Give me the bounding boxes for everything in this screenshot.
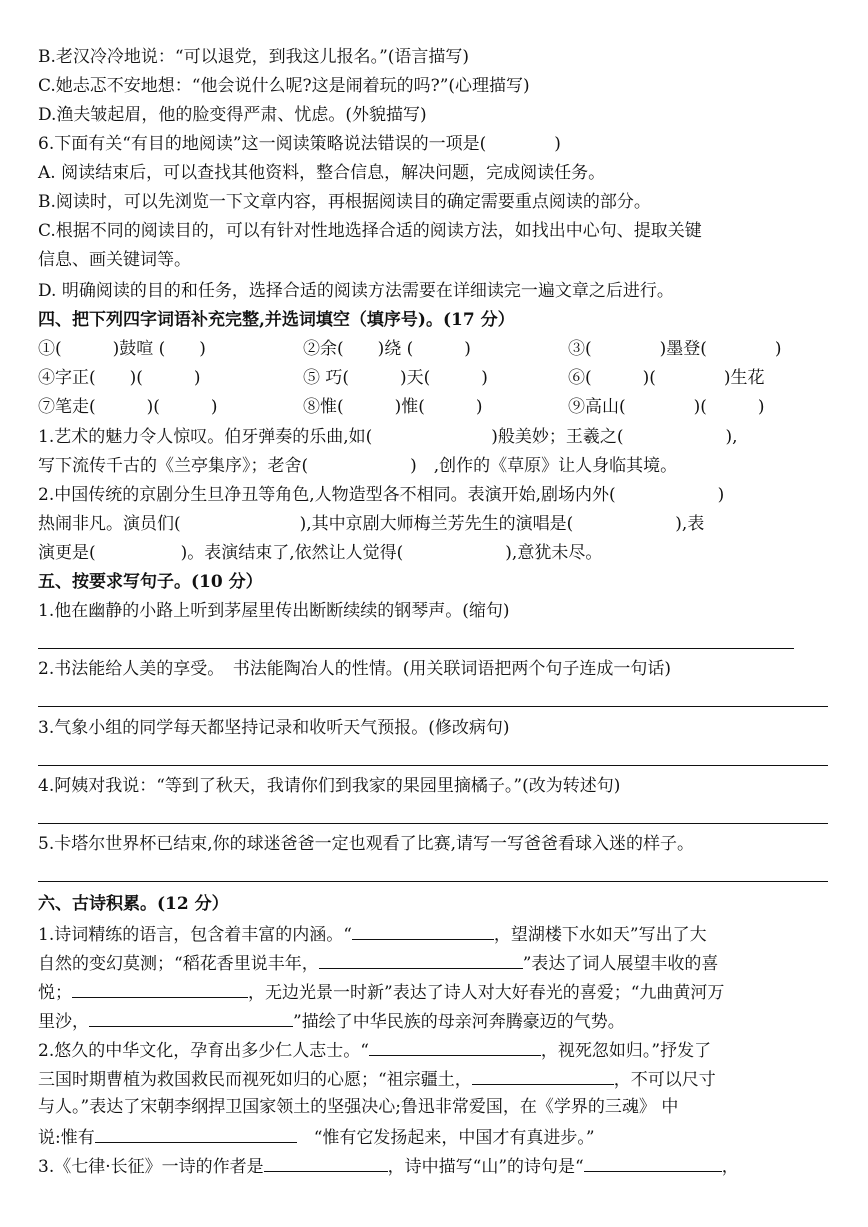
poem-q2-text: ，不可以尺寸 [613, 1070, 716, 1090]
fill-q1-line2: 写下流传千古的《兰亭集序》；老舍( ) ,创作的《草原》让人身临其境。 [38, 456, 678, 476]
question-6-option-b: B.阅读时，可以先浏览一下文章内容，再根据阅读目的确定需要重点阅读的部分。 [38, 192, 651, 212]
poem-q1-text: 1.诗词精练的语言，包含着丰富的内涵。“ [38, 925, 352, 945]
idiom-row-2 [38, 366, 838, 390]
poem-blank-7[interactable] [95, 1124, 297, 1143]
idiom-6: ⑥( )( )生花 [568, 368, 765, 388]
poem-blank-9[interactable] [584, 1153, 722, 1172]
poem-q1-text: 悦； [38, 983, 72, 1003]
sentence-task-5: 5.卡塔尔世界杯已结束,你的球迷爸爸一定也观看了比赛,请写一写爸爸看球入迷的样子。 [38, 834, 695, 854]
option-b: B.老汉冷冷地说：“可以退党，到我这儿报名。”(语言描写) [38, 47, 470, 67]
sentence-task-1: 1.他在幽静的小路上听到茅屋里传出断断续续的钢琴声。(缩句) [38, 601, 510, 621]
poem-q3-line1 [38, 1153, 832, 1177]
poem-q1-line1 [38, 921, 832, 945]
poem-q1-line3 [38, 979, 832, 1003]
idiom-row-1 [38, 337, 838, 361]
idiom-8: ⑧惟( )惟( ) [303, 397, 483, 417]
poem-q2-line1 [38, 1037, 832, 1061]
poem-q1-text: ，望湖楼下水如天”写出了大 [493, 925, 707, 945]
idiom-3: ③( )墨登( ) [568, 339, 782, 359]
fill-q1-line1: 1.艺术的魅力令人惊叹。伯牙弹奏的乐曲,如( )般美妙；王羲之( ), [38, 427, 738, 447]
idiom-row-3 [38, 395, 838, 419]
poem-q2-text: 三国时期曹植为救国救民而视死如归的心愿；“祖宗疆土， [38, 1070, 472, 1090]
poem-q2-line4 [38, 1124, 832, 1148]
poem-blank-2[interactable] [319, 950, 523, 969]
question-6-option-d: D. 明确阅读的目的和任务，选择合适的阅读方法需要在详细读完一遍文章之后进行。 [38, 281, 674, 301]
poem-q2-text: “惟有它发扬起来，中国才有真进步。” [296, 1128, 595, 1148]
poem-blank-3[interactable] [72, 979, 248, 998]
poem-q1-text: ”描绘了中华民族的母亲河奔腾豪迈的气势。 [293, 1012, 625, 1032]
fill-q2-line2: 热闹非凡。演员们( ),其中京剧大师梅兰芳先生的演唱是( ),表 [38, 514, 705, 534]
section-six-heading: 六、古诗积累。(12 分） [38, 894, 229, 914]
poem-q3-text: ， [721, 1157, 739, 1177]
answer-line-4[interactable] [38, 823, 828, 824]
poem-blank-1[interactable] [352, 921, 494, 940]
sentence-task-2: 2.书法能给人美的享受。 书法能陶冶人的性情。(用关联词语把两个句子连成一句话) [38, 659, 671, 679]
poem-q2-line2 [38, 1066, 832, 1090]
idiom-2: ②余( )绕 ( ) [303, 339, 471, 359]
answer-line-1[interactable] [38, 648, 794, 649]
sentence-task-4: 4.阿姨对我说：“等到了秋天，我请你们到我家的果园里摘橘子。”(改为转述句) [38, 776, 621, 796]
poem-q2-line3: 与人。”表达了宋朝李纲捍卫国家领土的坚强决心;鲁迅非常爱国，在《学界的三魂》 中 [38, 1097, 679, 1117]
poem-q1-line4 [38, 1008, 832, 1032]
poem-q1-text: ”表达了词人展望丰收的喜 [522, 954, 719, 974]
fill-q2-line1: 2.中国传统的京剧分生旦净丑等角色,人物造型各不相同。表演开始,剧场内外( ) [38, 485, 725, 505]
question-6-option-c-line2: 信息、画关键词等。 [38, 250, 191, 270]
idiom-9: ⑨高山( )( ) [568, 397, 765, 417]
sentence-task-3: 3.气象小组的同学每天都坚持记录和收听天气预报。(修改病句) [38, 718, 510, 738]
poem-q1-text: 自然的变幻莫测；“稻花香里说丰年， [38, 954, 319, 974]
poem-blank-4[interactable] [89, 1008, 293, 1027]
poem-q1-text: 里沙， [38, 1012, 89, 1032]
poem-q1-line2 [38, 950, 832, 974]
poem-blank-8[interactable] [264, 1153, 388, 1172]
section-four-heading: 四、把下列四字词语补充完整,并选词填空（填序号)。(17 分） [38, 310, 515, 330]
option-d: D.渔夫皱起眉，他的脸变得严肃、忧虑。(外貌描写) [38, 105, 427, 125]
poem-q2-text: ，视死忽如归。”抒发了 [540, 1041, 712, 1061]
answer-line-5[interactable] [38, 881, 828, 882]
poem-q2-text: 说:惟有 [38, 1128, 95, 1148]
poem-blank-6[interactable] [472, 1066, 614, 1085]
poem-q3-text: ，诗中描写“山”的诗句是“ [387, 1157, 584, 1177]
question-6: 6.下面有关“有目的地阅读”这一阅读策略说法错误的一项是( ) [38, 134, 561, 154]
answer-line-3[interactable] [38, 765, 828, 766]
poem-q3-text: 3.《七律·长征》一诗的作者是 [38, 1157, 264, 1177]
idiom-5: ⑤ 巧( )天( ) [303, 368, 488, 388]
poem-q1-text: ，无边光景一时新”表达了诗人对大好春光的喜爱；“九曲黄河万 [248, 983, 725, 1003]
fill-q2-line3: 演更是( )。表演结束了,依然让人觉得( ),意犹未尽。 [38, 543, 603, 563]
poem-q2-text: 2.悠久的中华文化，孕育出多少仁人志士。“ [38, 1041, 369, 1061]
idiom-7: ⑦笔走( )( ) [38, 397, 218, 417]
poem-blank-5[interactable] [369, 1037, 541, 1056]
idiom-4: ④字正( )( ) [38, 368, 201, 388]
idiom-1: ①( )鼓喧 ( ) [38, 339, 206, 359]
question-6-option-a: A. 阅读结束后，可以查找其他资料，整合信息，解决问题，完成阅读任务。 [38, 163, 606, 183]
option-c: C.她忐忑不安地想：“他会说什么呢?这是闹着玩的吗?”(心理描写) [38, 76, 530, 96]
answer-line-2[interactable] [38, 706, 828, 707]
section-five-heading: 五、按要求写句子。(10 分） [38, 572, 263, 592]
question-6-option-c-line1: C.根据不同的阅读目的，可以有针对性地选择合适的阅读方法，如找出中心句、提取关键 [38, 221, 702, 241]
